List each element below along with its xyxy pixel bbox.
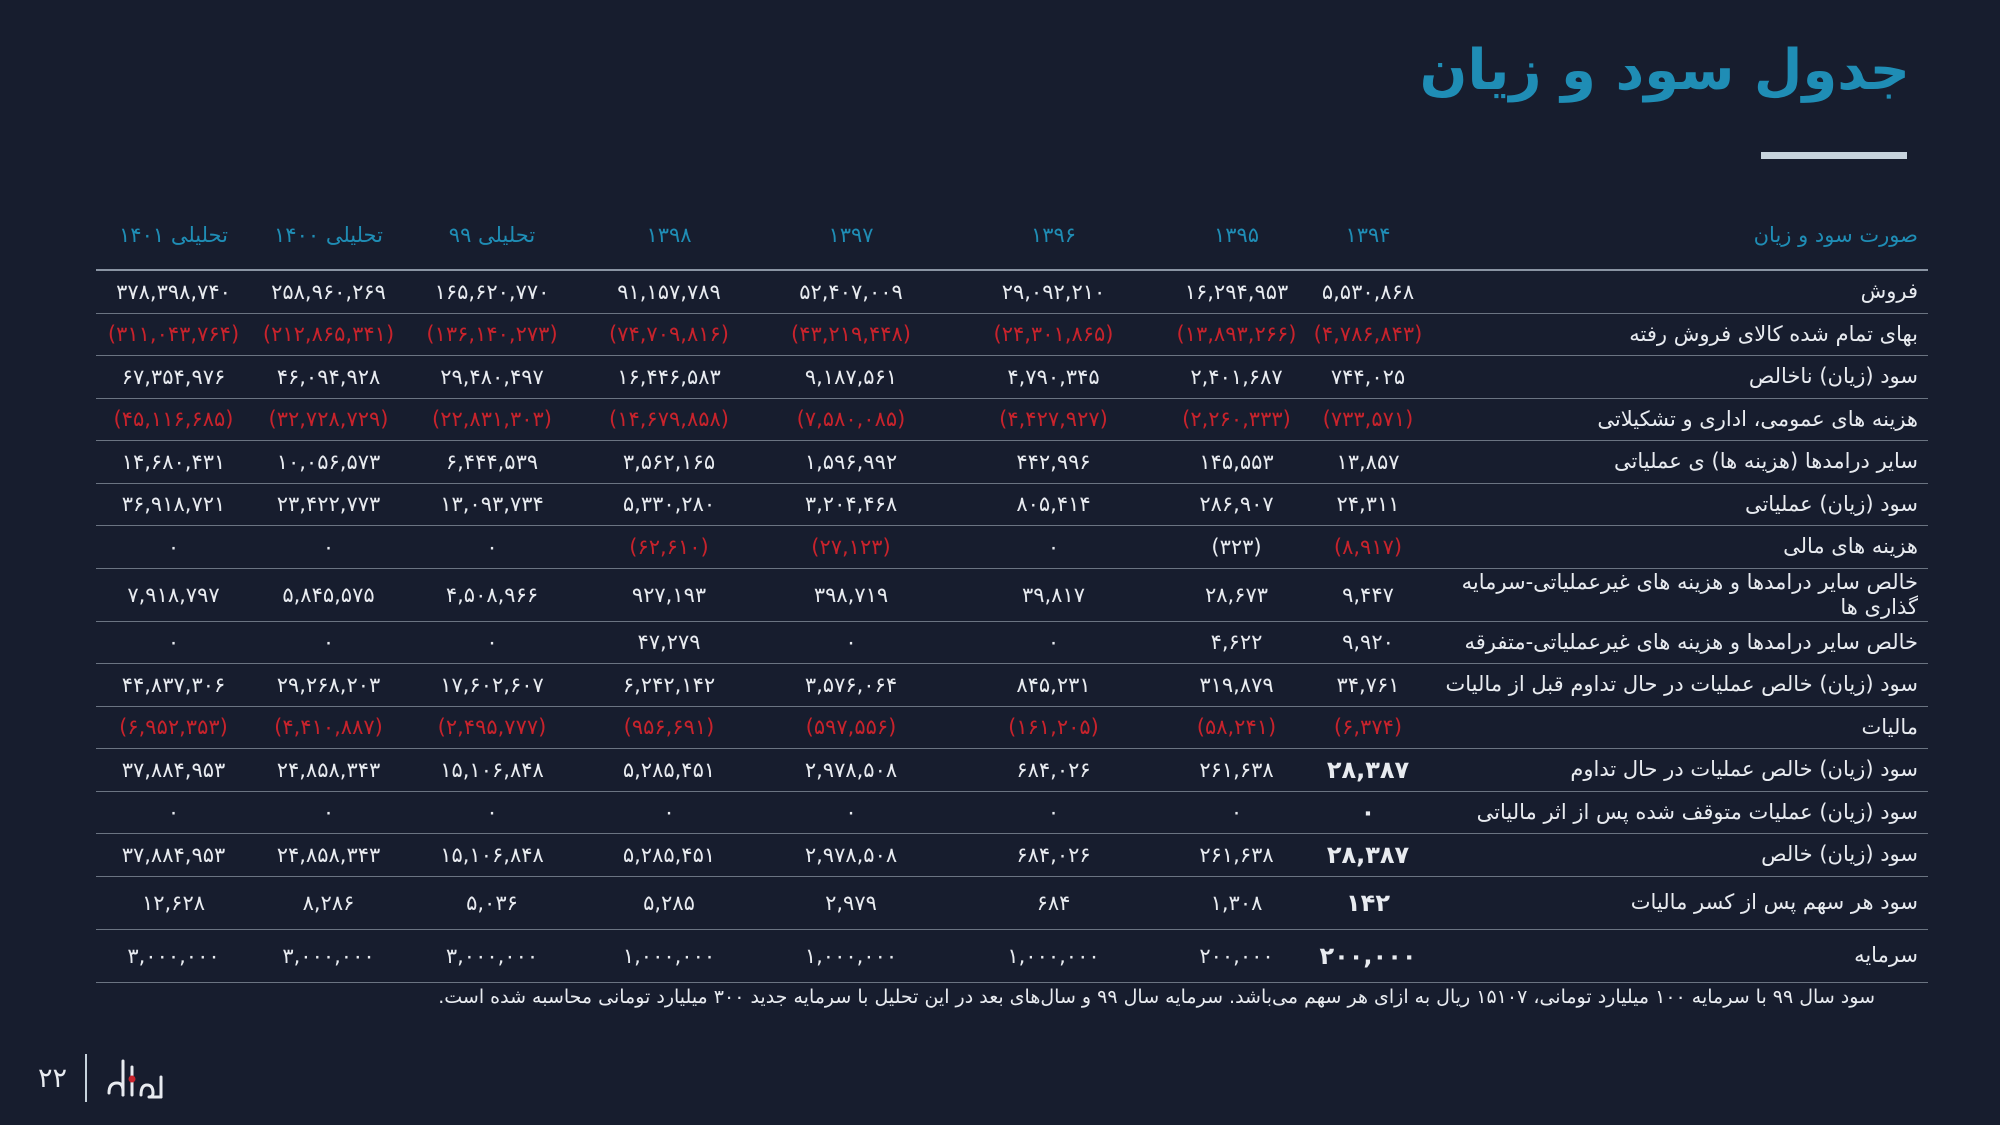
table-cell: ۹۱,۱۵۷,۷۸۹ [578,270,760,313]
table-cell: ۰ [942,526,1165,569]
table-cell: ۰ [96,526,251,569]
row-label: هزینه های مالی [1428,526,1928,569]
table-cell: (۵۸,۲۴۱) [1165,706,1308,749]
table-cell: ۲۶۱,۶۳۸ [1165,834,1308,877]
column-header: ۱۳۹۵ [1165,200,1308,270]
table-row [96,483,1928,526]
table-row [96,313,1928,356]
table-cell: ۱۵,۱۰۶,۸۴۸ [406,834,578,877]
column-header: ۱۳۹۸ [578,200,760,270]
table-cell: ۴۷,۲۷۹ [578,621,760,664]
row-label: سود هر سهم پس از کسر مالیات [1428,876,1928,929]
table-cell: (۲۲,۸۳۱,۳۰۳) [406,398,578,441]
table-cell: ۸۰۵,۴۱۴ [942,483,1165,526]
table-cell: ۲۸,۳۸۷ [1308,834,1428,877]
table-cell: ۰ [406,791,578,834]
table-cell: ۴۴,۸۳۷,۳۰۶ [96,664,251,707]
row-label: سود (زیان) عملیاتی [1428,483,1928,526]
table-cell: ۱۳,۰۹۳,۷۳۴ [406,483,578,526]
row-label: سود (زیان) خالص عملیات در حال تداوم [1428,749,1928,792]
row-label: سرمایه [1428,929,1928,982]
table-cell: ۰ [760,791,942,834]
column-header: صورت سود و زیان [1428,200,1928,270]
footnote: سود سال ۹۹ با سرمایه ۱۰۰ میلیارد تومانی، ۱۵۱۰۷ ریال به ازای هر سهم می‌باشد. سرمایه سال ۹۹ و سال‌های بعد در این تحلیل با سرمایه جدید ۳۰۰ میلیارد تومانی محاسبه شده است. [438,986,1875,1008]
row-label: سود (زیان) خالص [1428,834,1928,877]
table-row [96,441,1928,484]
table-cell: ۳۹۸,۷۱۹ [760,568,942,621]
table-cell: (۳۲,۷۲۸,۷۲۹) [251,398,406,441]
table-cell: ۰ [1165,791,1308,834]
row-label: خالص سایر درامدها و هزینه های غیرعملیاتی-متفرقه [1428,621,1928,664]
table-cell: (۴,۴۱۰,۸۸۷) [251,706,406,749]
table-cell: ۶۷,۳۵۴,۹۷۶ [96,356,251,399]
table-cell: ۱۴۲ [1308,876,1428,929]
column-header: تحلیلی ۱۴۰۱ [96,200,251,270]
row-label: سود (زیان) ناخالص [1428,356,1928,399]
table-cell: ۲۴,۳۱۱ [1308,483,1428,526]
table-cell: ۱۴,۶۸۰,۴۳۱ [96,441,251,484]
column-header: ۱۳۹۴ [1308,200,1428,270]
table-cell: (۵۹۷,۵۵۶) [760,706,942,749]
maral-logo-icon [105,1053,171,1103]
table-row [96,270,1928,313]
table-row [96,749,1928,792]
row-label: مالیات [1428,706,1928,749]
table-cell: ۵۲,۴۰۷,۰۰۹ [760,270,942,313]
table-cell: ۳۷۸,۳۹۸,۷۴۰ [96,270,251,313]
table-cell: ۸,۲۸۶ [251,876,406,929]
table-cell: ۰ [760,621,942,664]
table-cell: (۲۴,۳۰۱,۸۶۵) [942,313,1165,356]
table-cell: ۱,۳۰۸ [1165,876,1308,929]
table-cell: ۵,۳۳۰,۲۸۰ [578,483,760,526]
row-label: فروش [1428,270,1928,313]
table-cell: ۱۶,۲۹۴,۹۵۳ [1165,270,1308,313]
table-cell: ۱۵,۱۰۶,۸۴۸ [406,749,578,792]
table-cell: ۳۱۹,۸۷۹ [1165,664,1308,707]
table-cell: ۲۶۱,۶۳۸ [1165,749,1308,792]
table-cell: ۲۴,۸۵۸,۳۴۳ [251,749,406,792]
table-cell: ۹,۴۴۷ [1308,568,1428,621]
row-label: سود (زیان) خالص عملیات در حال تداوم قبل از مالیات [1428,664,1928,707]
table-cell: ۰ [251,526,406,569]
table-cell: ۲,۹۷۹ [760,876,942,929]
table-cell: (۱۳,۸۹۳,۲۶۶) [1165,313,1308,356]
table-cell: ۲۸,۳۸۷ [1308,749,1428,792]
table-row [96,706,1928,749]
table-cell: ۲,۴۰۱,۶۸۷ [1165,356,1308,399]
table-cell: (۲,۴۹۵,۷۷۷) [406,706,578,749]
table-cell: ۳۷,۸۸۴,۹۵۳ [96,749,251,792]
title-underline [1761,152,1907,159]
table-cell: ۰ [251,621,406,664]
table-cell: ۲,۹۷۸,۵۰۸ [760,834,942,877]
table-cell: ۳,۰۰۰,۰۰۰ [251,929,406,982]
table-cell: ۵,۵۳۰,۸۶۸ [1308,270,1428,313]
table-cell: ۲۸۶,۹۰۷ [1165,483,1308,526]
table-cell: ۹۲۷,۱۹۳ [578,568,760,621]
table-cell: ۲۹,۲۶۸,۲۰۳ [251,664,406,707]
table-cell: ۵,۸۴۵,۵۷۵ [251,568,406,621]
table-cell: ۰ [1308,791,1428,834]
table-cell: ۳۷,۸۸۴,۹۵۳ [96,834,251,877]
column-header: تحلیلی ۹۹ [406,200,578,270]
table-cell: (۲,۲۶۰,۳۳۳) [1165,398,1308,441]
table-cell: ۱۷,۶۰۲,۶۰۷ [406,664,578,707]
table-cell: (۴,۷۸۶,۸۴۳) [1308,313,1428,356]
table-row [96,356,1928,399]
table-cell: (۸,۹۱۷) [1308,526,1428,569]
table-header-row [96,200,1928,270]
table-row [96,834,1928,877]
table-cell: ۰ [96,621,251,664]
table-cell: (۱۴,۶۷۹,۸۵۸) [578,398,760,441]
table-cell: ۷,۹۱۸,۷۹۷ [96,568,251,621]
table-cell: (۱۶۱,۲۰۵) [942,706,1165,749]
column-header: تحلیلی ۱۴۰۰ [251,200,406,270]
table-row [96,876,1928,929]
page-number: ۲۲ [38,1062,68,1094]
table-row [96,568,1928,621]
table-cell: ۲۸,۶۷۳ [1165,568,1308,621]
table-cell: ۰ [942,791,1165,834]
table-cell: ۱,۰۰۰,۰۰۰ [760,929,942,982]
table-cell: ۴,۷۹۰,۳۴۵ [942,356,1165,399]
table-cell: ۰ [406,621,578,664]
table-cell: ۴۴۲,۹۹۶ [942,441,1165,484]
table-cell: ۷۴۴,۰۲۵ [1308,356,1428,399]
row-label: سود (زیان) عملیات متوقف شده پس از اثر مالیاتی [1428,791,1928,834]
table-cell: ۳,۰۰۰,۰۰۰ [406,929,578,982]
table-cell: ۶۸۴,۰۲۶ [942,749,1165,792]
table-cell: (۷۳۳,۵۷۱) [1308,398,1428,441]
table-row [96,664,1928,707]
table-cell: ۳,۵۶۲,۱۶۵ [578,441,760,484]
table-cell: ۹,۹۲۰ [1308,621,1428,664]
table-cell: ۳۶,۹۱۸,۷۲۱ [96,483,251,526]
table-cell: (۷۴,۷۰۹,۸۱۶) [578,313,760,356]
row-label: خالص سایر درامدها و هزینه های غیرعملیاتی-سرمایه گذاری ها [1428,568,1928,621]
table-cell: (۱۳۶,۱۴۰,۲۷۳) [406,313,578,356]
table-cell: ۱,۰۰۰,۰۰۰ [578,929,760,982]
table-cell: ۵,۲۸۵,۴۵۱ [578,834,760,877]
logo-dot [129,1076,136,1083]
column-header: ۱۳۹۷ [760,200,942,270]
table-cell: (۶۲,۶۱۰) [578,526,760,569]
table-row [96,791,1928,834]
table-cell: (۶,۳۷۴) [1308,706,1428,749]
table-cell: ۱۶,۴۴۶,۵۸۳ [578,356,760,399]
table-cell: ۲۹,۰۹۲,۲۱۰ [942,270,1165,313]
table-cell: (۴,۴۲۷,۹۲۷) [942,398,1165,441]
table-cell: ۱۴۵,۵۵۳ [1165,441,1308,484]
table-cell: (۲۱۲,۸۶۵,۳۴۱) [251,313,406,356]
table-cell: ۱۶۵,۶۲۰,۷۷۰ [406,270,578,313]
table-cell: (۴۵,۱۱۶,۶۸۵) [96,398,251,441]
table-cell: (۳۱۱,۰۴۳,۷۶۴) [96,313,251,356]
table-cell: ۲۳,۴۲۲,۷۷۳ [251,483,406,526]
table-cell: (۷,۵۸۰,۰۸۵) [760,398,942,441]
row-label: هزینه های عمومی، اداری و تشکیلاتی [1428,398,1928,441]
table-cell: ۸۴۵,۲۳۱ [942,664,1165,707]
table-row [96,929,1928,982]
table-cell: ۵,۰۳۶ [406,876,578,929]
table-cell: ۶۸۴,۰۲۶ [942,834,1165,877]
table-cell: ۲۰۰,۰۰۰ [1308,929,1428,982]
table-cell: (۴۳,۲۱۹,۴۴۸) [760,313,942,356]
row-label: سایر درامدها (هزینه ها) ی عملیاتی [1428,441,1928,484]
table-cell: ۶,۴۴۴,۵۳۹ [406,441,578,484]
table-cell: (۳۲۳) [1165,526,1308,569]
table-cell: ۱۲,۶۲۸ [96,876,251,929]
table-cell: ۲,۹۷۸,۵۰۸ [760,749,942,792]
table-row [96,526,1928,569]
table-cell: ۳,۵۷۶,۰۶۴ [760,664,942,707]
table-cell: ۶,۲۴۲,۱۴۲ [578,664,760,707]
table-cell: (۲۷,۱۲۳) [760,526,942,569]
table-cell: ۲۵۸,۹۶۰,۲۶۹ [251,270,406,313]
table-cell: ۶۸۴ [942,876,1165,929]
table-cell: ۴۶,۰۹۴,۹۲۸ [251,356,406,399]
table-cell: ۴,۶۲۲ [1165,621,1308,664]
table-cell: ۰ [251,791,406,834]
table-cell: ۵,۲۸۵ [578,876,760,929]
footer [38,1053,171,1103]
table-cell: ۱,۰۰۰,۰۰۰ [942,929,1165,982]
footer-divider [85,1054,87,1102]
table-row [96,398,1928,441]
table-cell: ۵,۲۸۵,۴۵۱ [578,749,760,792]
table-cell: ۰ [942,621,1165,664]
table-row [96,621,1928,664]
table-cell: ۳۹,۸۱۷ [942,568,1165,621]
table-cell: ۴,۵۰۸,۹۶۶ [406,568,578,621]
column-header: ۱۳۹۶ [942,200,1165,270]
table-cell: ۲۹,۴۸۰,۴۹۷ [406,356,578,399]
page-title: جدول سود و زیان [1419,38,1910,103]
table-cell: ۱۰,۰۵۶,۵۷۳ [251,441,406,484]
table-cell: ۰ [96,791,251,834]
table-cell: ۳,۲۰۴,۴۶۸ [760,483,942,526]
table-cell: ۰ [578,791,760,834]
table-cell: ۱۳,۸۵۷ [1308,441,1428,484]
table-cell: ۰ [406,526,578,569]
row-label: بهای تمام شده کالای فروش رفته [1428,313,1928,356]
table-cell: ۱,۵۹۶,۹۹۲ [760,441,942,484]
table-cell: ۹,۱۸۷,۵۶۱ [760,356,942,399]
table-cell: ۳,۰۰۰,۰۰۰ [96,929,251,982]
table-cell: ۳۴,۷۶۱ [1308,664,1428,707]
table-cell: ۲۰۰,۰۰۰ [1165,929,1308,982]
table-cell: (۹۵۶,۶۹۱) [578,706,760,749]
profit-loss-table [96,200,1928,983]
table-cell: (۶,۹۵۲,۳۵۳) [96,706,251,749]
table-cell: ۲۴,۸۵۸,۳۴۳ [251,834,406,877]
